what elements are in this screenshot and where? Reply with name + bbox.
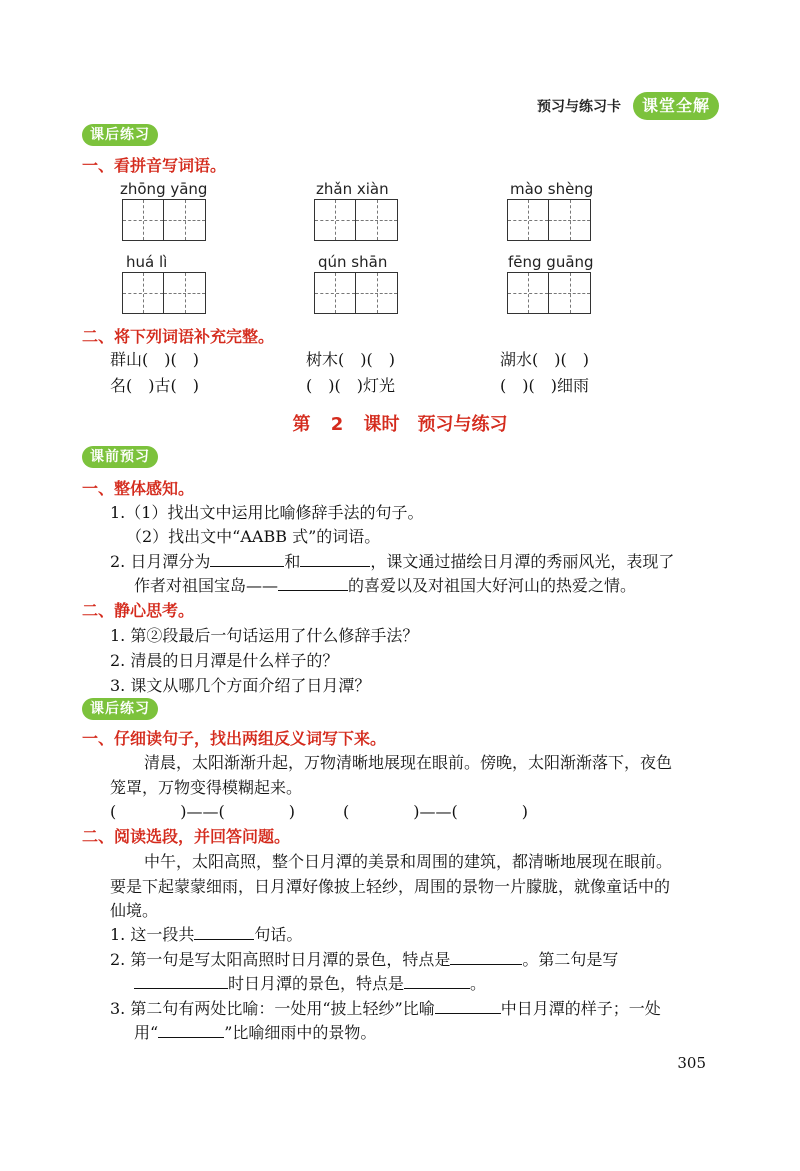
question-line xyxy=(110,549,674,572)
pinyin-label: qún shān xyxy=(318,253,388,271)
question-text: 用“ xyxy=(134,1023,159,1042)
pinyin-label: zhǎn xiàn xyxy=(316,180,389,198)
question-text: 。 xyxy=(470,974,487,993)
answer-blank[interactable] xyxy=(404,974,470,989)
question-text: 作者对祖国宝岛—— xyxy=(134,576,279,595)
writing-grid[interactable] xyxy=(507,199,591,241)
page-number: 305 xyxy=(677,1054,706,1072)
header-badge: 课堂全解 xyxy=(633,92,719,120)
answer-blank[interactable] xyxy=(435,999,501,1014)
writing-grid[interactable] xyxy=(122,272,206,314)
word-item: 树木( )( ) xyxy=(306,350,395,369)
word-item: 湖水( )( ) xyxy=(500,350,589,369)
question-text: 时日月潭的景色，特点是 xyxy=(228,974,405,993)
writing-grid[interactable] xyxy=(314,272,398,314)
question-text: 1. 第②段最后一句话运用了什么修辞手法？ xyxy=(110,626,419,645)
passage-text: 清晨，太阳渐渐升起，万物清晰地展现在眼前。傍晚，太阳渐渐落下，夜色 xyxy=(144,753,673,772)
question-line xyxy=(134,971,486,994)
question-line xyxy=(110,947,618,970)
answer-blank[interactable] xyxy=(450,950,522,965)
question-text: 2. 日月潭分为 xyxy=(110,552,211,571)
reading-text: 中午，太阳高照，整个日月潭的美景和周围的建筑，都清晰地展现在眼前。 xyxy=(144,852,673,871)
antonym-answer-line[interactable]: ( )——( ) ( )——( ) xyxy=(110,802,528,821)
question-text: 2. 清晨的日月潭是什么样子的？ xyxy=(110,651,339,670)
question-text: 1. 这一段共 xyxy=(110,925,195,944)
question-line xyxy=(110,996,661,1019)
answer-blank[interactable] xyxy=(300,552,370,567)
section-heading-complete-words: 二、将下列词语补充完整。 xyxy=(82,327,275,346)
word-item: 名( )古( ) xyxy=(110,376,199,395)
reading-text: 要是下起蒙蒙细雨，日月潭好像披上轻纱，周围的景物一片朦胧，就像童话中的 xyxy=(110,877,671,896)
question-text: 和 xyxy=(284,552,301,571)
tag-after-class: 课后练习 xyxy=(82,124,158,146)
answer-blank[interactable] xyxy=(210,552,284,567)
section-heading-pinyin: 一、看拼音写词语。 xyxy=(82,156,227,175)
answer-blank[interactable] xyxy=(134,974,228,989)
pinyin-label: zhōng yāng xyxy=(120,180,208,198)
question-line xyxy=(134,573,636,596)
question-line xyxy=(110,922,302,945)
writing-grid[interactable] xyxy=(314,199,398,241)
section-heading-antonyms: 一、仔细读句子，找出两组反义词写下来。 xyxy=(82,729,387,748)
question-text: 2. 第一句是写太阳高照时日月潭的景色，特点是 xyxy=(110,950,451,969)
header-title: 预习与练习卡 xyxy=(537,99,621,115)
answer-blank[interactable] xyxy=(158,1023,224,1038)
question-text: ”比喻细雨中的景物。 xyxy=(224,1023,377,1042)
question-text: （2）找出文中“AABB 式”的词语。 xyxy=(126,527,381,546)
question-text: 的喜爱以及对祖国大好河山的热爱之情。 xyxy=(348,576,637,595)
question-text: 1.（1）找出文中运用比喻修辞手法的句子。 xyxy=(110,503,424,522)
question-text: 3. 第二句有两处比喻：一处用“披上轻纱”比喻 xyxy=(110,999,435,1018)
pinyin-label: mào shèng xyxy=(510,180,594,198)
word-item: ( )( )细雨 xyxy=(500,376,589,395)
tag-before-class: 课前预习 xyxy=(82,446,158,468)
question-line xyxy=(134,1020,376,1043)
question-text: 3. 课文从哪几个方面介绍了日月潭？ xyxy=(110,676,371,695)
word-item: 群山( )( ) xyxy=(110,350,199,369)
word-item: ( )( )灯光 xyxy=(306,376,395,395)
writing-grid[interactable] xyxy=(122,199,206,241)
tag-after-class: 课后练习 xyxy=(82,698,158,720)
question-text: 中日月潭的样子；一处 xyxy=(500,999,661,1018)
passage-text: 笼罩，万物变得模糊起来。 xyxy=(110,778,303,797)
writing-grid[interactable] xyxy=(507,272,591,314)
answer-blank[interactable] xyxy=(278,576,348,591)
section-heading-reading: 二、阅读选段，并回答问题。 xyxy=(82,827,291,846)
answer-blank[interactable] xyxy=(194,925,254,940)
lesson-title: 第 2 课时 预习与练习 xyxy=(292,414,508,435)
pinyin-label: huá lì xyxy=(126,253,168,271)
question-text: ，课文通过描绘日月潭的秀丽风光，表现了 xyxy=(370,552,675,571)
pinyin-label: fēng guāng xyxy=(508,253,594,271)
question-text: 。第二句是写 xyxy=(522,950,619,969)
section-heading-overview: 一、整体感知。 xyxy=(82,479,195,498)
question-text: 句话。 xyxy=(254,925,303,944)
reading-text: 仙境。 xyxy=(110,901,159,920)
section-heading-think: 二、静心思考。 xyxy=(82,601,195,620)
